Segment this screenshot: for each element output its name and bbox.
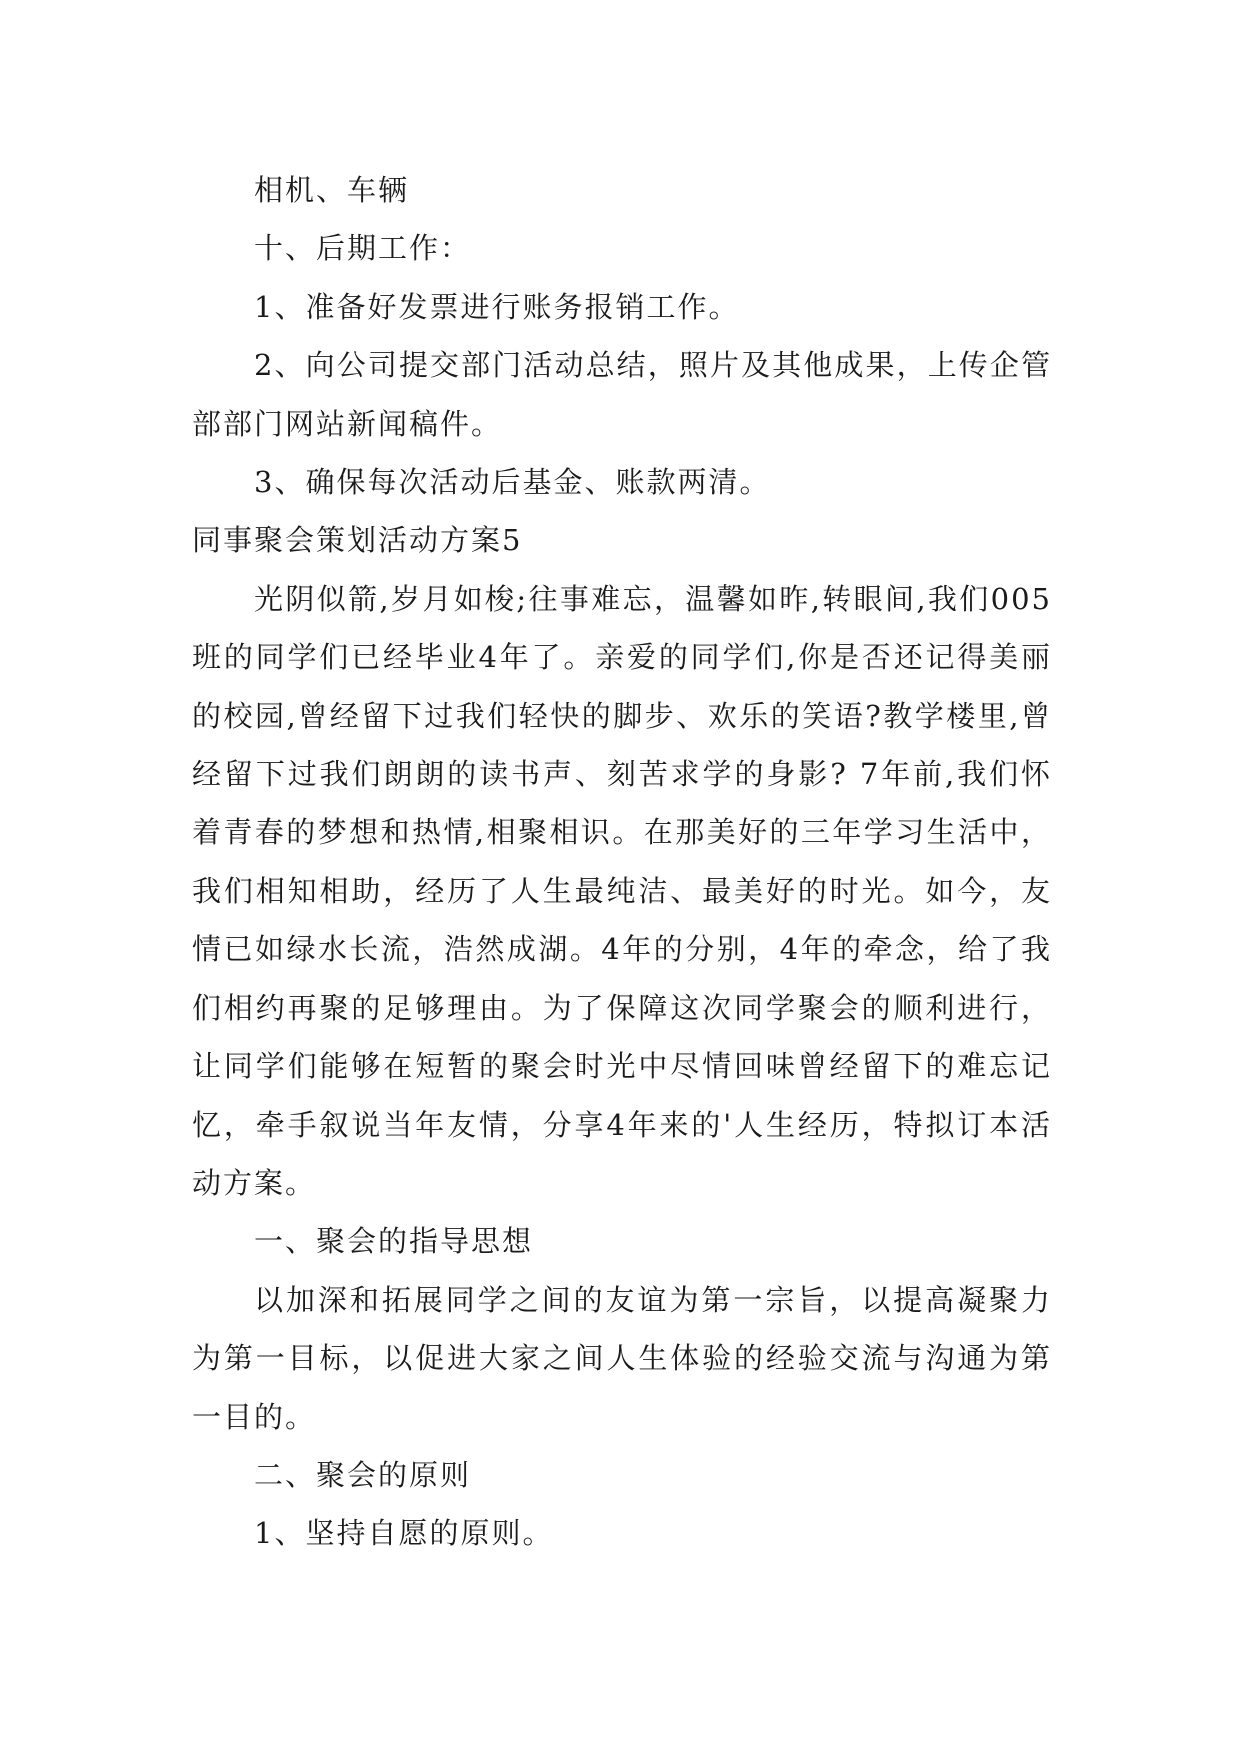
- section-heading-followup: 十、后期工作：: [254, 231, 472, 266]
- paragraph-guiding-idea: 以加深和拓展同学之间的友谊为第一宗旨，以提高凝聚力为第一目标，以促进大家之间人生体验的经验交流与沟通为第一目的。: [192, 1282, 1052, 1434]
- document-body: [192, 161, 1052, 1563]
- list-item-funds: 3、确保每次活动后基金、账款两清。: [254, 465, 771, 500]
- list-item-summary: 2、向公司提交部门活动总结，照片及其他成果，上传企管部部门网站新闻稿件。: [192, 348, 1052, 441]
- paragraph-camera-vehicle: 相机、车辆: [254, 173, 410, 207]
- section-heading-guiding-idea: 一、聚会的指导思想: [254, 1224, 534, 1259]
- list-item-voluntary: 1、坚持自愿的原则。: [254, 1516, 554, 1551]
- section-heading-principles: 二、聚会的原则: [254, 1457, 472, 1492]
- paragraph-introduction: 光阴似箭,岁月如梭;往事难忘，温馨如昨,转眼间,我们005班的同学们已经毕业4年了。亲爱的同学们,你是否还记得美丽的校园,曾经留下过我们轻快的脚步、欢乐的笑语?教学楼里,曾经留下过我们朗朗的读书声、刻苦求学的身影? 7年前,我们怀着青春的梦想和热情,相聚相识。在那美好的三年学习生活中，我们相知相助，经历了人生最纯洁、最美好的时光。如今，友情已如绿水长流，浩然成湖。4年的分别，4年的牵念，给了我们相约再聚的足够理由。为了保障这次同学聚会的顺利进行，让同学们能够在短暂的聚会时光中尽情回味曾经留下的难忘记忆，牵手叙说当年友情，分享4年来的'人生经历，特拟订本活动方案。: [192, 581, 1052, 1200]
- list-item-invoice: 1、准备好发票进行账务报销工作。: [254, 289, 740, 324]
- document-title-plan-5: 同事聚会策划活动方案5: [192, 523, 523, 558]
